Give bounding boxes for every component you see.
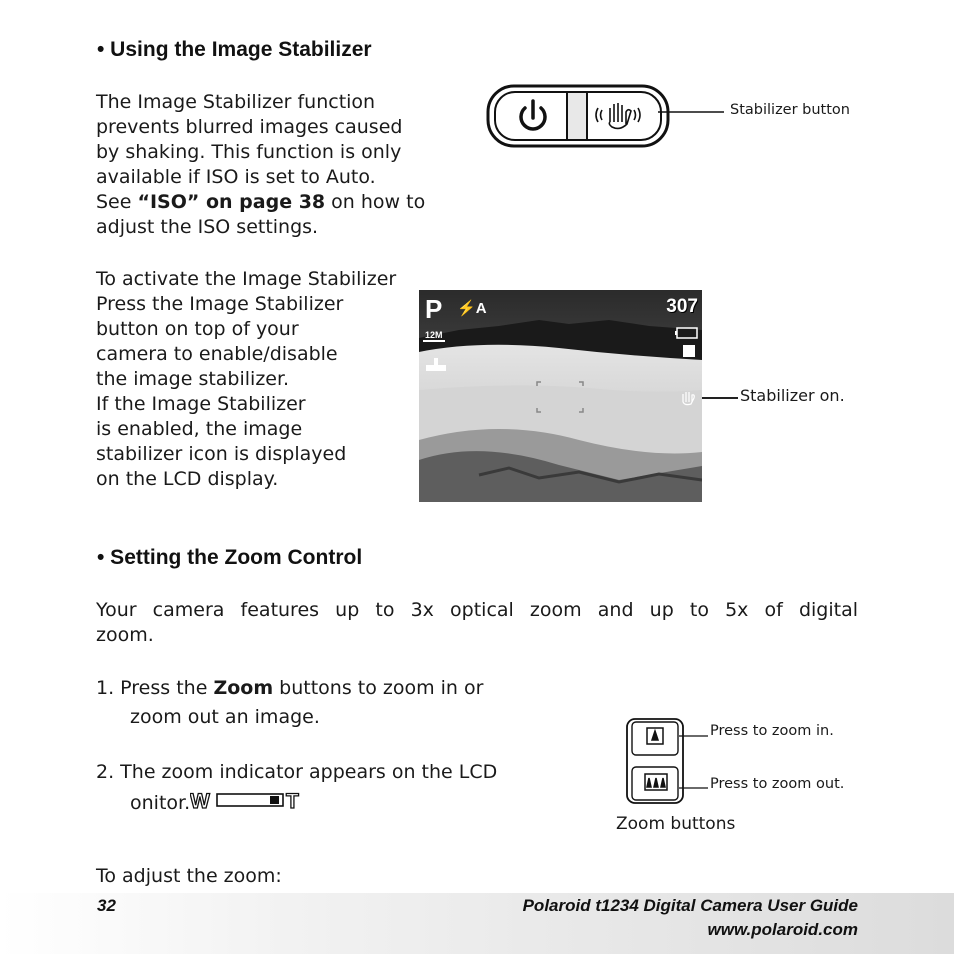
- zoom-intro: [96, 598, 858, 648]
- text-line: Your camera features up to 3x optical zoom and up to 5x of digital: [96, 599, 858, 621]
- zoom-step-1: [96, 676, 546, 730]
- lcd-display-image: [419, 290, 702, 502]
- camera-top-buttons-illustration: [486, 84, 736, 150]
- zoom-step-2: [96, 760, 556, 819]
- see-prefix: See: [96, 191, 138, 213]
- shooting-mode-indicator: P: [425, 294, 443, 324]
- activate-stabilizer-instructions: [96, 267, 436, 492]
- flash-icon: ⚡: [457, 300, 476, 317]
- lcd-scene: [419, 290, 702, 502]
- adjust-zoom-text: To adjust the zoom:: [96, 865, 282, 887]
- section-heading-zoom: • Setting the Zoom Control: [97, 546, 363, 569]
- zoom-in-label: Press to zoom in.: [710, 723, 834, 739]
- zoom-w-glyph: W: [190, 790, 210, 812]
- memory-card-icon: [683, 345, 695, 357]
- text-line: button on top of your: [96, 318, 299, 340]
- text-line: adjust the ISO settings.: [96, 216, 319, 238]
- step1-suffix: buttons to zoom in or: [273, 677, 484, 699]
- zoom-t-glyph: T: [286, 790, 299, 812]
- page-number: 32: [97, 896, 116, 915]
- text-line: The Image Stabilizer function: [96, 91, 376, 113]
- see-suffix: on how to: [325, 191, 426, 213]
- text-line: To activate the Image Stabilizer: [96, 268, 397, 290]
- text-line: zoom.: [96, 624, 154, 646]
- text-line: the image stabilizer.: [96, 368, 290, 390]
- zoom-out-label: Press to zoom out.: [710, 776, 845, 792]
- text-line: [96, 676, 546, 701]
- iso-page-reference[interactable]: “ISO” on page 38: [137, 191, 326, 213]
- step1-prefix: 1. Press the: [96, 677, 214, 699]
- guide-title: Polaroid t1234 Digital Camera User Guide: [522, 896, 858, 915]
- text-line: [96, 190, 456, 215]
- text-line: stabilizer icon is displayed: [96, 443, 347, 465]
- stabilizer-on-leader-line: [702, 397, 738, 399]
- zoom-buttons-caption: Zoom buttons: [616, 814, 736, 834]
- text-line: on the LCD display.: [96, 468, 279, 490]
- text-line: by shaking. This function is only: [96, 141, 402, 163]
- shots-remaining-counter: 307: [666, 296, 698, 317]
- text-line: 2. The zoom indicator appears on the LCD: [96, 761, 498, 783]
- text-line: [96, 788, 556, 819]
- stabilizer-on-label: Stabilizer on.: [740, 386, 845, 405]
- text-line: prevents blurred images caused: [96, 116, 403, 138]
- polaroid-url[interactable]: www.polaroid.com: [707, 920, 858, 939]
- text-line: camera to enable/disable: [96, 343, 338, 365]
- text-line: is enabled, the image: [96, 418, 303, 440]
- text-line: zoom out an image.: [130, 706, 320, 728]
- text-line: Press the Image Stabilizer: [96, 293, 344, 315]
- text-line: If the Image Stabilizer: [96, 393, 306, 415]
- stabilizer-description: [96, 90, 456, 240]
- stabilizer-button-label: Stabilizer button: [730, 102, 850, 118]
- step2-line2-text: onitor.: [130, 792, 191, 814]
- resolution-indicator: 12M: [425, 330, 443, 340]
- zoom-buttons-illustration: [624, 716, 714, 808]
- text-line: available if ISO is set to Auto.: [96, 166, 376, 188]
- zoom-keyword: Zoom: [213, 677, 274, 699]
- section-heading-stabilizer: • Using the Image Stabilizer: [97, 38, 372, 61]
- flash-auto-indicator: [457, 299, 487, 317]
- flash-mode-text: A: [475, 300, 487, 317]
- zoom-indicator-icon: [190, 788, 302, 819]
